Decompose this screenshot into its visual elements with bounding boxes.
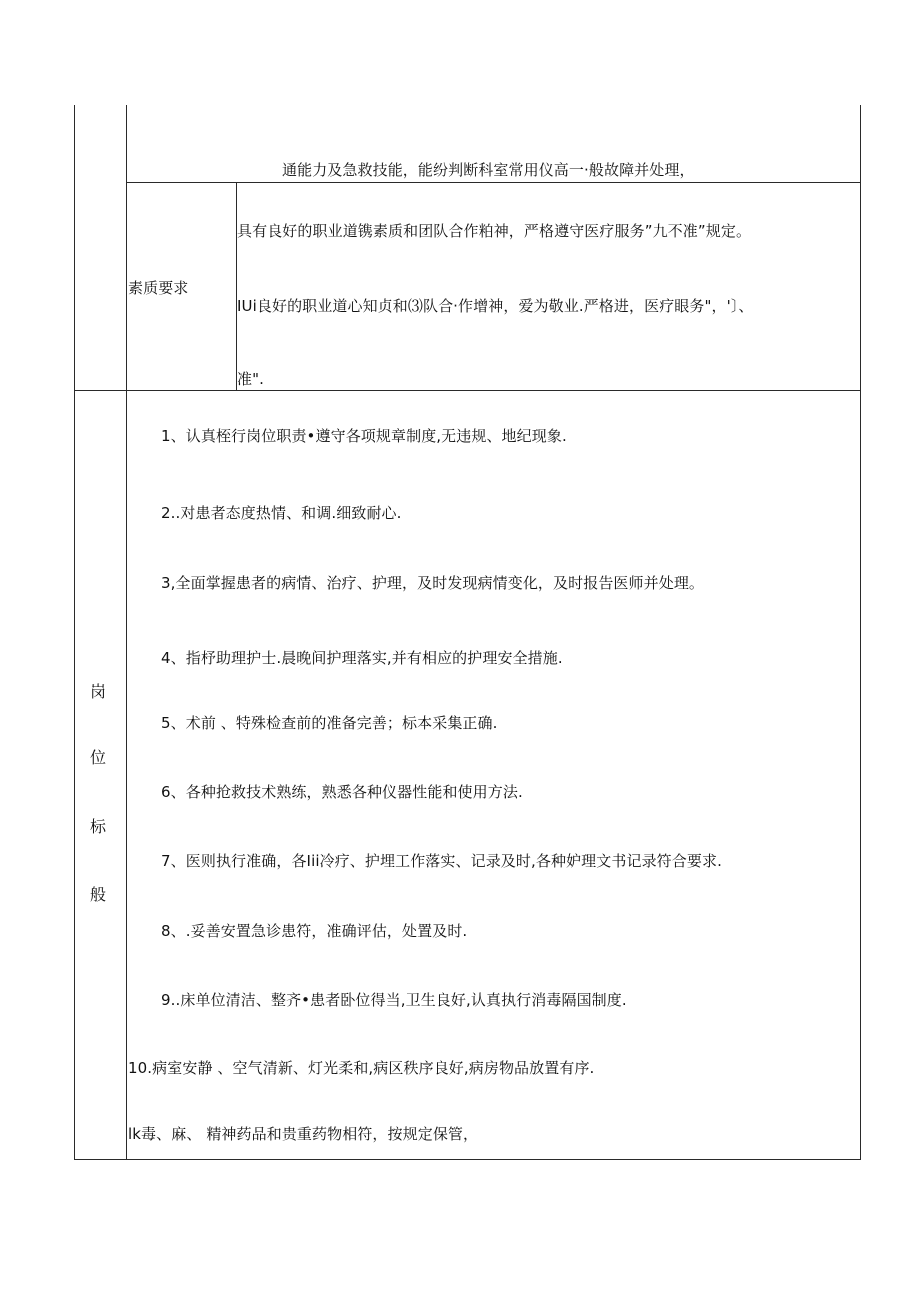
table-left-border [74,105,75,1160]
ability-line: 通能力及急救技能，能纷判断科室常用仪高一·般故障并处理， [282,161,695,179]
table-inner-divider [126,105,127,1160]
quality-line-1: 具有良好的职业道镌素质和团队合作粕神，严格遵守医疗服务”九不准”规定。 [237,222,752,240]
post-label-char-4: 般 [89,885,106,904]
table-bottom-border [74,1159,860,1160]
post-item-9: 9..床单位清洁、整齐•患者卧位得当,卫生良好,认真执行消毒隔国制度. [161,991,627,1009]
post-label-char-3: 标 [89,817,106,836]
post-item-2: 2..对患者态度热情、和调.细致耐心. [161,504,402,522]
post-label-char-2: 位 [89,748,106,767]
quality-line-2: IUi良好的职业道心知贞和⑶队合·作增神，爱为敬业.严格进，医疗眼务"，'〕、 [237,297,754,315]
table-right-border [860,105,861,1160]
post-item-5: 5、术前 、特殊检查前的准备完善；标本采集正确. [161,714,498,732]
quality-line-3: 准". [237,370,264,388]
post-item-1: 1、认真桎行岗位职责•遵守各项规章制度,无违规、地纪现象. [161,427,567,445]
post-item-3: 3,全面掌握患者的病情、治疗、护理，及时发现病情变化，及时报告医师并处理。 [161,574,705,592]
quality-label-divider [236,182,237,390]
post-top-border [74,390,860,391]
post-item-7: 7、医则执行准确，各Iii冷疗、护埋工作落实、记录及时,各种妒理文书记录符合要求. [161,852,722,870]
post-item-8: 8、.妥善安置急诊患符，准确评估，处置及时. [161,922,468,940]
post-item-10: 10.病室安静 、空气清新、灯光柔和,病区秩序良好,病房物品放置有序. [128,1059,595,1077]
post-item-11: lk毒、麻、 精神药品和贵重药物相符，按规定保管， [128,1125,479,1143]
quality-top-border [126,182,860,183]
post-item-6: 6、各种抢救技术熟练，熟悉各种仪器性能和使用方法. [161,783,523,801]
post-item-4: 4、指杼助理护士.晨晚间护理落实,并有相应的护理安全措施. [161,649,563,667]
quality-label: 素质要求 [128,279,189,297]
post-label-char-1: 岗 [89,682,106,701]
